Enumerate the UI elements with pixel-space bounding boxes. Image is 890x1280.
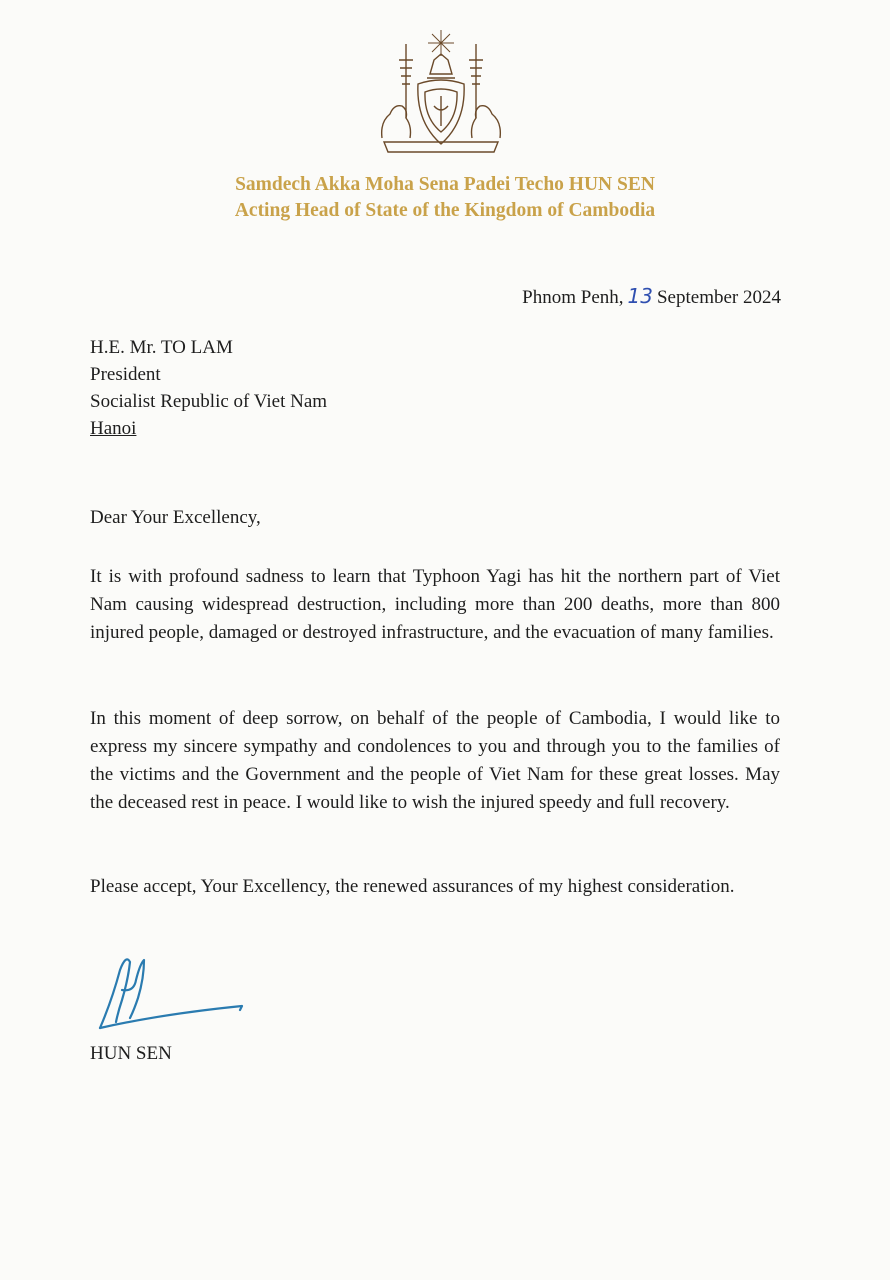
recipient-title: President (90, 364, 161, 385)
recipient-city: Hanoi (90, 418, 137, 439)
signatory-name: HUN SEN (90, 1043, 172, 1064)
closing-paragraph: Please accept, Your Excellency, the renewed assurances of my highest consideration. (90, 876, 735, 897)
date-month-year: September 2024 (656, 287, 781, 308)
letterhead-name: Samdech Akka Moha Sena Padei Techo HUN SEN (235, 174, 655, 195)
salutation: Dear Your Excellency, (90, 507, 261, 528)
recipient-name: H.E. Mr. TO LAM (90, 337, 233, 358)
letter-date (522, 284, 781, 309)
date-day-handwritten: 13 (627, 284, 653, 308)
body-paragraph-1: It is with profound sadness to learn that Typhoon Yagi has hit the northern part of Viet Nam causing widespread destruction, including more than 200 deaths, more than 800 injured people, damaged or destroyed infrastructure, and the evacuation of many families. (90, 566, 780, 643)
letterhead-title: Acting Head of State of the Kingdom of Cambodia (234, 200, 656, 221)
date-place: Phnom Penh, (522, 287, 624, 308)
royal-emblem-icon (372, 26, 510, 160)
recipient-country: Socialist Republic of Viet Nam (90, 391, 328, 412)
signature-icon (92, 950, 252, 1035)
recipient-address (90, 334, 327, 442)
body-paragraph-2: In this moment of deep sorrow, on behalf of the people of Cambodia, I would like to express my sincere sympathy and condolences to you and through you to the families of the victims and the Government and the people of Viet Nam for these great losses. May the deceased rest in peace. I would like to wish the injured speedy and full recovery. (90, 708, 780, 813)
